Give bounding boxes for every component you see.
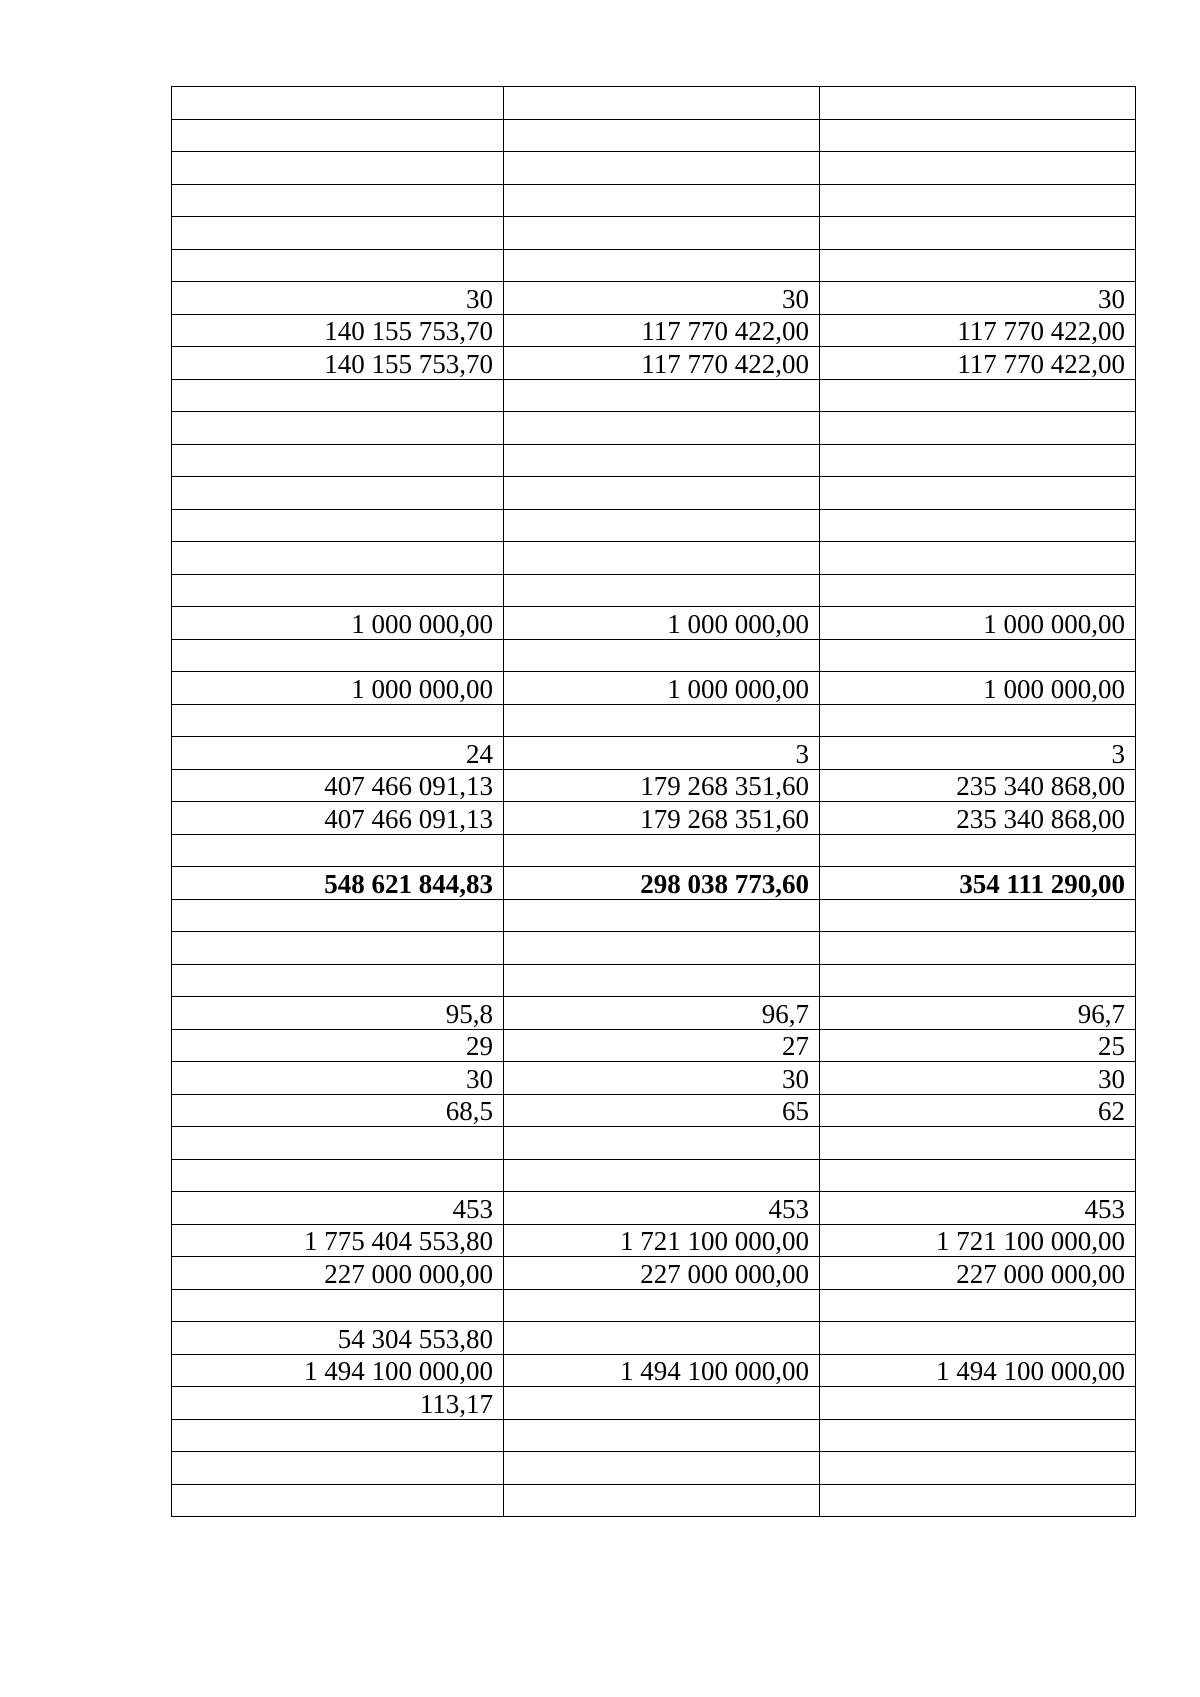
table-cell-col-3: [820, 444, 1136, 477]
table-cell-col-3: 235 340 868,00: [820, 769, 1136, 802]
table-row: [172, 769, 1136, 802]
table-cell-col-1: 227 000 000,00: [172, 1257, 504, 1290]
table-cell-col-1: [172, 574, 504, 607]
table-row: [172, 314, 1136, 347]
table-cell-col-3: [820, 509, 1136, 542]
table-cell-col-3: [820, 542, 1136, 575]
table-cell-col-3: [820, 217, 1136, 250]
table-cell-col-3: [820, 964, 1136, 997]
table-cell-col-2: [504, 542, 820, 575]
table-cell-col-2: [504, 639, 820, 672]
table-cell-col-2: [504, 152, 820, 185]
table-row: [172, 834, 1136, 867]
table-cell-col-3: 25: [820, 1029, 1136, 1062]
table-body: [172, 87, 1136, 1517]
table-cell-col-2: [504, 1127, 820, 1160]
table-cell-col-2: 1 000 000,00: [504, 607, 820, 640]
table-row: [172, 1062, 1136, 1095]
table-row: [172, 867, 1136, 900]
table-cell-col-1: 1 775 404 553,80: [172, 1224, 504, 1257]
table-cell-col-2: [504, 1322, 820, 1355]
table-cell-col-3: [820, 704, 1136, 737]
table-cell-col-3: 3: [820, 737, 1136, 770]
table-row: [172, 932, 1136, 965]
table-cell-col-2: [504, 1452, 820, 1485]
table-cell-col-3: 1 000 000,00: [820, 607, 1136, 640]
table-cell-col-2: [504, 444, 820, 477]
table-row: [172, 184, 1136, 217]
table-row: [172, 964, 1136, 997]
table-row: [172, 802, 1136, 835]
table-cell-col-3: 1 721 100 000,00: [820, 1224, 1136, 1257]
table-cell-col-3: 117 770 422,00: [820, 347, 1136, 380]
table-cell-col-1: 407 466 091,13: [172, 802, 504, 835]
table-cell-col-2: 27: [504, 1029, 820, 1062]
table-row: [172, 997, 1136, 1030]
table-cell-col-1: [172, 542, 504, 575]
table-row: [172, 379, 1136, 412]
table-cell-col-1: [172, 964, 504, 997]
table-row: [172, 574, 1136, 607]
table-cell-col-2: [504, 379, 820, 412]
table-cell-col-1: [172, 119, 504, 152]
table-cell-col-3: [820, 1387, 1136, 1420]
table-row: [172, 542, 1136, 575]
table-cell-col-1: 30: [172, 282, 504, 315]
table-row: [172, 1257, 1136, 1290]
table-row: [172, 477, 1136, 510]
table-cell-col-1: 453: [172, 1192, 504, 1225]
table-row: [172, 1322, 1136, 1355]
table-cell-col-1: 1 000 000,00: [172, 672, 504, 705]
table-cell-col-1: 113,17: [172, 1387, 504, 1420]
table-cell-col-2: [504, 1484, 820, 1517]
table-row: [172, 1452, 1136, 1485]
table-row: [172, 1159, 1136, 1192]
table-cell-col-3: 96,7: [820, 997, 1136, 1030]
table-cell-col-1: [172, 509, 504, 542]
table-cell-col-3: [820, 1159, 1136, 1192]
table-row: [172, 1224, 1136, 1257]
table-cell-col-1: 54 304 553,80: [172, 1322, 504, 1355]
table-cell-col-2: [504, 574, 820, 607]
table-cell-col-3: [820, 412, 1136, 445]
table-cell-col-2: [504, 509, 820, 542]
table-row: [172, 282, 1136, 315]
table-cell-col-1: 1 000 000,00: [172, 607, 504, 640]
table-row: [172, 152, 1136, 185]
table-cell-col-2: 3: [504, 737, 820, 770]
table-row: [172, 509, 1136, 542]
table-cell-col-1: 24: [172, 737, 504, 770]
table-cell-col-1: 29: [172, 1029, 504, 1062]
table-cell-col-2: [504, 119, 820, 152]
table-cell-col-3: [820, 152, 1136, 185]
table-cell-col-2: 298 038 773,60: [504, 867, 820, 900]
table-cell-col-3: [820, 1452, 1136, 1485]
table-cell-col-3: [820, 639, 1136, 672]
table-cell-col-1: [172, 1419, 504, 1452]
table-cell-col-3: [820, 574, 1136, 607]
table-cell-col-2: [504, 932, 820, 965]
table-cell-col-2: [504, 184, 820, 217]
table-cell-col-3: [820, 119, 1136, 152]
table-row: [172, 639, 1136, 672]
table-cell-col-2: 179 268 351,60: [504, 769, 820, 802]
table-cell-col-2: [504, 1419, 820, 1452]
table-cell-col-3: [820, 379, 1136, 412]
table-cell-col-3: [820, 477, 1136, 510]
table-cell-col-3: [820, 249, 1136, 282]
table-cell-col-3: [820, 834, 1136, 867]
table-cell-col-2: 1 721 100 000,00: [504, 1224, 820, 1257]
table-cell-col-3: 227 000 000,00: [820, 1257, 1136, 1290]
table-row: [172, 444, 1136, 477]
table-cell-col-1: 30: [172, 1062, 504, 1095]
table-row: [172, 1484, 1136, 1517]
table-cell-col-3: [820, 1289, 1136, 1322]
table-cell-col-3: 354 111 290,00: [820, 867, 1136, 900]
table-cell-col-1: 95,8: [172, 997, 504, 1030]
table-row: [172, 704, 1136, 737]
table-cell-col-1: 140 155 753,70: [172, 314, 504, 347]
table-row: [172, 1354, 1136, 1387]
table-cell-col-3: [820, 1419, 1136, 1452]
table-cell-col-2: 453: [504, 1192, 820, 1225]
table-cell-col-1: [172, 899, 504, 932]
table-cell-col-1: [172, 1484, 504, 1517]
table-cell-col-1: [172, 412, 504, 445]
table-cell-col-2: [504, 964, 820, 997]
table-cell-col-3: 1 494 100 000,00: [820, 1354, 1136, 1387]
table-cell-col-3: 62: [820, 1094, 1136, 1127]
table-cell-col-1: [172, 444, 504, 477]
table-cell-col-1: [172, 704, 504, 737]
table-cell-col-1: [172, 379, 504, 412]
table-cell-col-2: [504, 217, 820, 250]
table-cell-col-1: [172, 1159, 504, 1192]
table-cell-col-3: 30: [820, 282, 1136, 315]
table-cell-col-1: [172, 217, 504, 250]
table-cell-col-2: 117 770 422,00: [504, 314, 820, 347]
table-cell-col-3: 117 770 422,00: [820, 314, 1136, 347]
table-cell-col-3: [820, 932, 1136, 965]
table-row: [172, 1419, 1136, 1452]
table-row: [172, 347, 1136, 380]
table-cell-col-2: [504, 412, 820, 445]
table-cell-col-1: [172, 639, 504, 672]
table-cell-col-3: [820, 1322, 1136, 1355]
table-cell-col-2: 1 494 100 000,00: [504, 1354, 820, 1387]
table-cell-col-1: [172, 184, 504, 217]
table-row: [172, 1127, 1136, 1160]
table-cell-col-2: 65: [504, 1094, 820, 1127]
table-row: [172, 1029, 1136, 1062]
table-cell-col-2: 179 268 351,60: [504, 802, 820, 835]
table-row: [172, 672, 1136, 705]
table-row: [172, 899, 1136, 932]
table-cell-col-2: 96,7: [504, 997, 820, 1030]
table-cell-col-2: [504, 1387, 820, 1420]
table-cell-col-2: [504, 1159, 820, 1192]
table-cell-col-1: 548 621 844,83: [172, 867, 504, 900]
table-cell-col-2: 227 000 000,00: [504, 1257, 820, 1290]
table-cell-col-1: [172, 249, 504, 282]
table-cell-col-2: 1 000 000,00: [504, 672, 820, 705]
table-row: [172, 249, 1136, 282]
table-cell-col-1: [172, 834, 504, 867]
table-row: [172, 119, 1136, 152]
table-cell-col-1: [172, 477, 504, 510]
table-row: [172, 1387, 1136, 1420]
table-cell-col-3: [820, 899, 1136, 932]
table-cell-col-3: [820, 1127, 1136, 1160]
table-row: [172, 87, 1136, 120]
table-cell-col-1: [172, 932, 504, 965]
table-row: [172, 607, 1136, 640]
table-cell-col-2: [504, 477, 820, 510]
table-cell-col-3: [820, 87, 1136, 120]
table-cell-col-1: 140 155 753,70: [172, 347, 504, 380]
table-cell-col-3: 235 340 868,00: [820, 802, 1136, 835]
table-cell-col-2: [504, 704, 820, 737]
data-table: [171, 86, 1136, 1517]
table-cell-col-1: 407 466 091,13: [172, 769, 504, 802]
table-cell-col-1: [172, 1289, 504, 1322]
table-cell-col-1: [172, 1452, 504, 1485]
table-row: [172, 1289, 1136, 1322]
table-cell-col-3: [820, 184, 1136, 217]
table-cell-col-1: [172, 152, 504, 185]
table-cell-col-1: [172, 87, 504, 120]
table-row: [172, 1094, 1136, 1127]
table-cell-col-2: [504, 834, 820, 867]
table-cell-col-1: 1 494 100 000,00: [172, 1354, 504, 1387]
table-cell-col-2: [504, 249, 820, 282]
table-cell-col-2: 117 770 422,00: [504, 347, 820, 380]
table-cell-col-2: [504, 87, 820, 120]
table-cell-col-3: [820, 1484, 1136, 1517]
table-cell-col-2: [504, 1289, 820, 1322]
table-row: [172, 1192, 1136, 1225]
table-row: [172, 737, 1136, 770]
table-cell-col-1: [172, 1127, 504, 1160]
table-cell-col-2: 30: [504, 282, 820, 315]
table-cell-col-2: 30: [504, 1062, 820, 1095]
table-row: [172, 412, 1136, 445]
table-cell-col-3: 1 000 000,00: [820, 672, 1136, 705]
table-cell-col-3: 453: [820, 1192, 1136, 1225]
table-row: [172, 217, 1136, 250]
table-cell-col-3: 30: [820, 1062, 1136, 1095]
table-cell-col-2: [504, 899, 820, 932]
table-cell-col-1: 68,5: [172, 1094, 504, 1127]
